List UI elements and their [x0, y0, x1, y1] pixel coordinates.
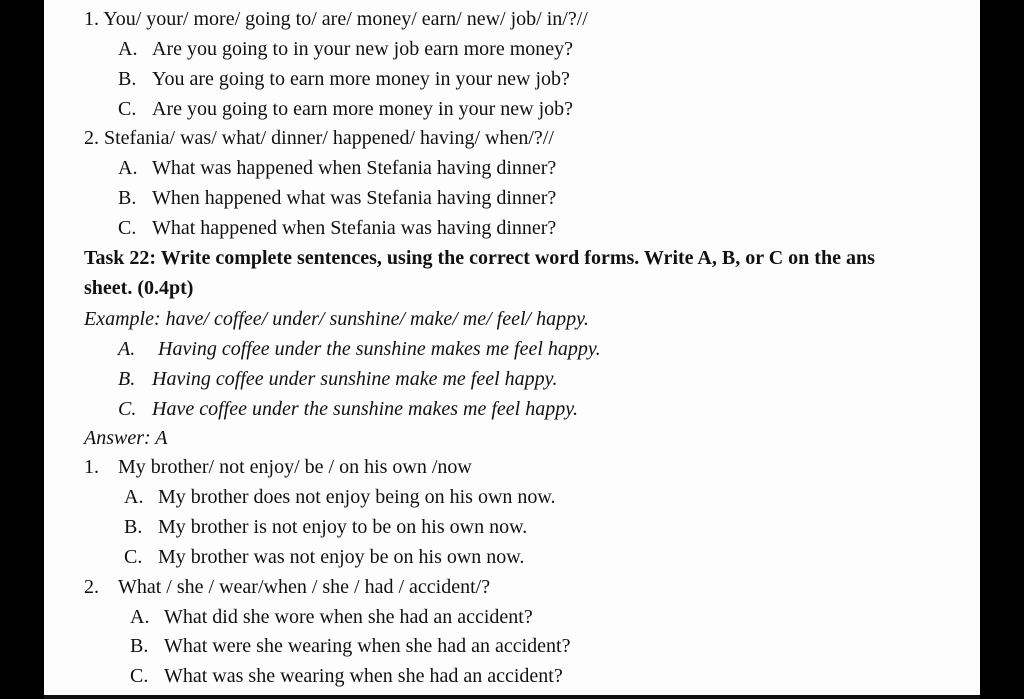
question-1-option-a	[118, 37, 573, 61]
option-text: When happened what was Stefania having dinner?	[152, 187, 557, 209]
question-number: 2.	[84, 576, 99, 598]
option-text: What happened when Stefania was having dinner?	[152, 217, 557, 239]
option-letter: B.	[124, 516, 143, 538]
question-number: 1.	[84, 456, 99, 478]
option-letter: A.	[118, 157, 138, 179]
option-letter: B.	[118, 368, 136, 390]
example-option-b	[118, 367, 557, 391]
option-letter: C.	[118, 217, 137, 239]
question-2-option-b	[118, 186, 556, 210]
document-page	[44, 0, 980, 699]
option-text: My brother does not enjoy being on his own now.	[158, 486, 556, 508]
option-text: What was happened when Stefania having dinner?	[152, 157, 557, 179]
task-22-question-1-option-c	[124, 545, 524, 569]
option-letter: A.	[124, 486, 144, 508]
task-22-question-1-option-a	[124, 485, 556, 509]
option-text: Having coffee under the sunshine makes me feel happy.	[158, 338, 601, 360]
example-option-c	[118, 397, 578, 421]
question-2-option-c	[118, 216, 556, 240]
question-text: What / she / wear/when / she / had / accident/?	[118, 576, 491, 598]
task-22-question-2-prompt	[84, 575, 490, 599]
option-text: Are you going to earn more money in your new job?	[152, 98, 574, 120]
option-letter: A.	[118, 338, 136, 360]
option-text: Have coffee under the sunshine makes me feel happy.	[152, 398, 578, 420]
option-text: My brother was not enjoy be on his own now.	[158, 546, 525, 568]
option-letter: C.	[118, 398, 137, 420]
option-text: What were she wearing when she had an accident?	[164, 635, 571, 657]
option-text: Are you going to in your new job earn more money?	[152, 38, 574, 60]
option-text: What was she wearing when she had an accident?	[164, 665, 563, 687]
option-text: What did she wore when she had an accident?	[164, 606, 533, 628]
option-letter: A.	[118, 38, 138, 60]
task-22-question-2-option-b	[130, 634, 570, 658]
option-text: You are going to earn more money in your new job?	[152, 68, 570, 90]
page-bottom-edge	[44, 695, 980, 699]
option-letter: B.	[130, 635, 149, 657]
task-22-question-1-prompt	[84, 455, 472, 479]
task-22-question-2-option-c	[130, 664, 563, 688]
option-letter: B.	[118, 68, 137, 90]
option-letter: C.	[118, 98, 137, 120]
option-letter: B.	[118, 187, 137, 209]
option-text: Having coffee under sunshine make me feel happy.	[152, 368, 558, 390]
task-22-heading: Task 22: Write complete sentences, using the correct word forms. Write A, B, or C on the ans	[84, 247, 875, 269]
option-letter: A.	[130, 606, 150, 628]
task-22-question-1-option-b	[124, 515, 527, 539]
option-letter: C.	[130, 665, 149, 687]
option-letter: C.	[124, 546, 143, 568]
task-22-heading-continued: sheet. (0.4pt)	[84, 277, 194, 299]
question-1-option-b	[118, 67, 570, 91]
question-1-option-c	[118, 97, 573, 121]
example-answer: Answer: A	[84, 427, 168, 449]
example-prompt: Example: have/ coffee/ under/ sunshine/ make/ me/ feel/ happy.	[84, 308, 589, 330]
question-1-prompt: 1. You/ your/ more/ going to/ are/ money/ earn/ new/ job/ in/?//	[84, 8, 588, 30]
option-text: My brother is not enjoy to be on his own now.	[158, 516, 528, 538]
question-text: My brother/ not enjoy/ be / on his own /now	[118, 456, 472, 478]
question-2-option-a	[118, 156, 556, 180]
example-option-a	[118, 337, 601, 361]
question-2-prompt: 2. Stefania/ was/ what/ dinner/ happened/ having/ when/?//	[84, 127, 554, 149]
task-22-question-2-option-a	[130, 605, 533, 629]
